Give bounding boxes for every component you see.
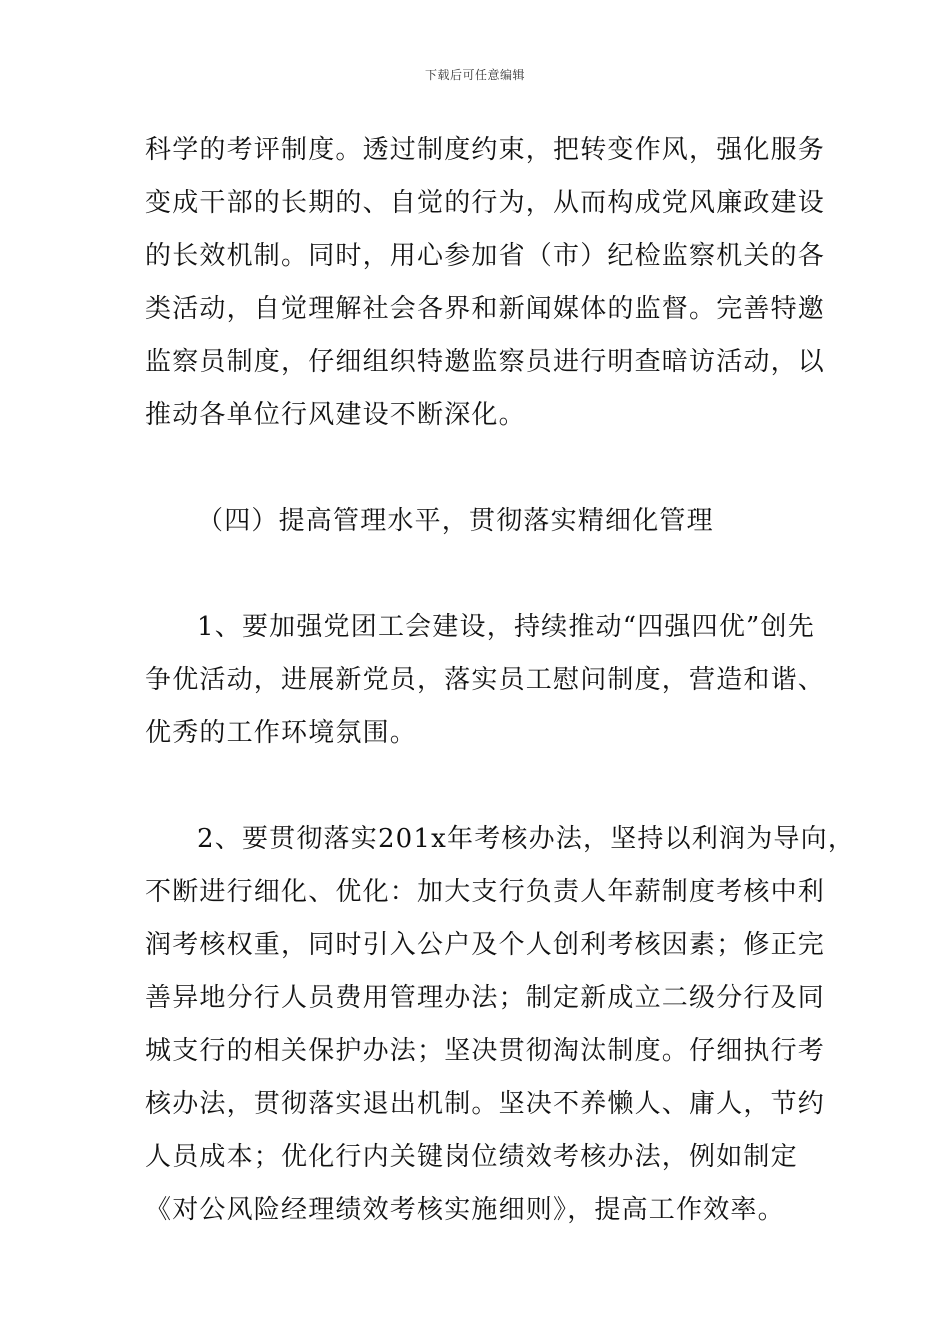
paragraph-line: 2、要贯彻落实201x年考核办法，坚持以利润为导向， (197, 824, 856, 854)
paragraph-2 (145, 601, 826, 760)
paragraph-line: 的长效机制。同时，用心参加省（市）纪检监察机关的各 (145, 241, 826, 271)
paragraph-gap (145, 548, 810, 601)
paragraph-line: 不断进行细化、优化：加大支行负责人年薪制度考核中利 (145, 877, 826, 907)
paragraph-line: 善异地分行人员费用管理办法；制定新成立二级分行及同 (145, 983, 826, 1013)
paragraph-line: 类活动，自觉理解社会各界和新闻媒体的监督。完善特邀 (145, 294, 826, 324)
paragraph-line: 《对公风险经理绩效考核实施细则》，提高工作效率。 (145, 1195, 785, 1225)
paragraph-line: 1、要加强党团工会建设，持续推动“四强四优”创先 (197, 612, 815, 642)
paragraph-3 (145, 813, 856, 1237)
section-heading: （四）提高管理水平，贯彻落实精细化管理 (197, 506, 714, 536)
paragraph-1 (145, 124, 826, 442)
paragraph-gap (145, 442, 810, 495)
paragraph-line: 人员成本；优化行内关键岗位绩效考核办法，例如制定 (145, 1142, 798, 1172)
paragraph-line: 监察员制度，仔细组织特邀监察员进行明查暗访活动，以 (145, 347, 826, 377)
paragraph-line: 科学的考评制度。透过制度约束，把转变作风，强化服务 (145, 135, 826, 165)
paragraph-gap (145, 760, 810, 813)
header-note: 下载后可任意编辑 (424, 68, 525, 82)
paragraph-line: 城支行的相关保护办法；坚决贯彻淘汰制度。仔细执行考 (145, 1036, 826, 1066)
paragraph-line: 变成干部的长期的、自觉的行为，从而构成党风廉政建设 (145, 188, 826, 218)
document-body (145, 124, 856, 1237)
paragraph-line: 优秀的工作环境氛围。 (145, 718, 418, 748)
paragraph-line: 争优活动，进展新党员，落实员工慰问制度，营造和谐、 (145, 665, 826, 695)
paragraph-line: 推动各单位行风建设不断深化。 (145, 400, 526, 430)
paragraph-line: 核办法，贯彻落实退出机制。坚决不养懒人、庸人，节约 (145, 1089, 826, 1119)
paragraph-line: 润考核权重，同时引入公户及个人创利考核因素；修正完 (145, 930, 826, 960)
